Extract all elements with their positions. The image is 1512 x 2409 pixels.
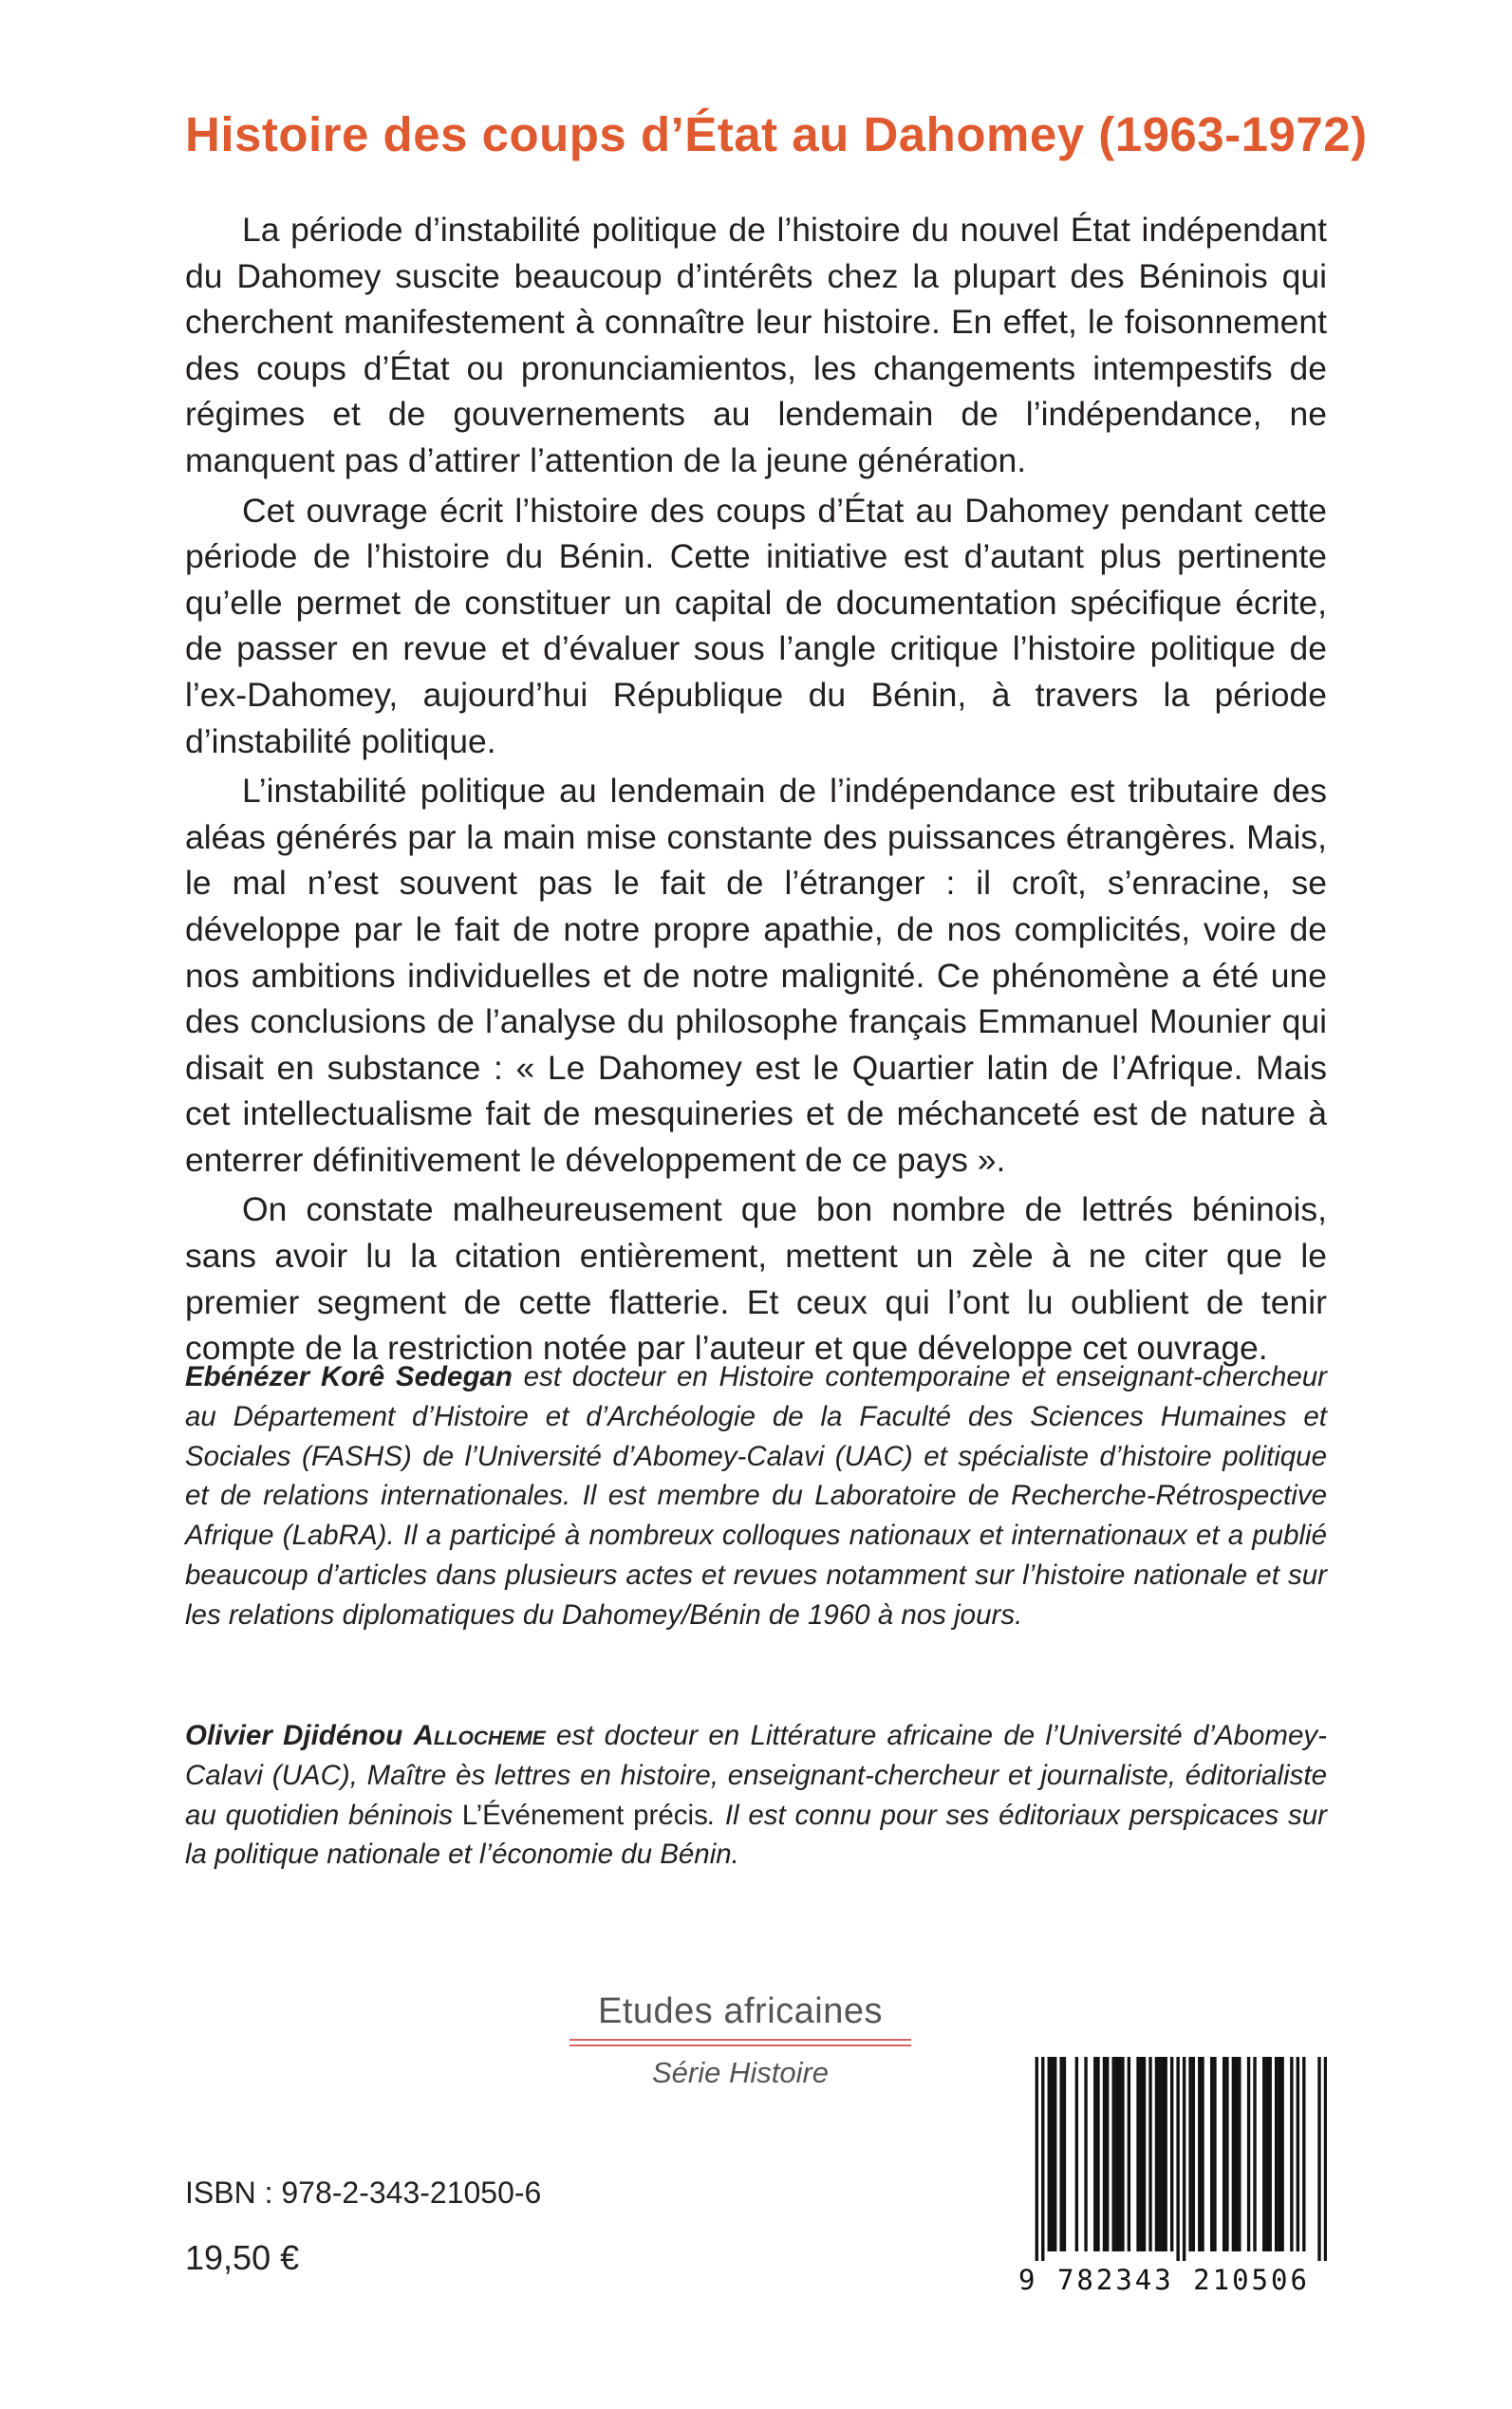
divider <box>569 2039 911 2041</box>
barcode-bar <box>1183 2057 1185 2261</box>
divider <box>569 2045 911 2046</box>
barcode-bar <box>1232 2057 1235 2251</box>
barcode-bar <box>1048 2057 1051 2251</box>
barcode-bar <box>1111 2057 1114 2251</box>
barcode <box>1001 2057 1327 2304</box>
barcode-bar <box>1213 2057 1216 2251</box>
author-bio-text: est docteur en Histoire contemporaine et enseignant-chercheur au Département d’Histoire et d’Archéologie de la Faculté des Sciences Humaines et Sociales (FASHS) de l’Université d’Abomey-Calavi (UAC) et spécialiste d’histoire politique et de relations internationales. Il est membre du Laboratoire de Recherche-Rétrospective Afrique (LabRA). Il a participé à nombreux colloques nationaux et internationaux et a publié beaucoup d’articles dans plusieurs actes et revues notamment sur l’histoire nationale et sur les relations diplomatiques du Dahomey/Bénin de 1960 à nos jours. <box>185 1361 1327 1631</box>
barcode-digits: 9 782343 210506 <box>1018 2264 1310 2296</box>
barcode-bar <box>1223 2057 1225 2251</box>
barcode-bar <box>1155 2057 1158 2251</box>
barcode-bar <box>1278 2057 1280 2251</box>
barcode-bar <box>1136 2057 1139 2251</box>
author-bio-allocheme <box>185 1716 1327 1875</box>
barcode-bar <box>1041 2057 1044 2261</box>
isbn: ISBN : 978-2-343-21050-6 <box>185 2176 542 2210</box>
author-bio-text: est docteur en Littérature africaine de l’Université d’Abomey-Calavi (UAC), Maître ès lettres en histoire, enseignant-chercheur et journaliste, éditorialiste au quotidien béninois <box>185 1720 1327 1831</box>
series-logo <box>551 1989 930 2090</box>
barcode-bar <box>1054 2057 1056 2251</box>
collection-name: Etudes africaines <box>598 1991 883 2031</box>
barcode-bar <box>1084 2057 1087 2251</box>
barcode-bar <box>1198 2057 1201 2251</box>
barcode-bar <box>1297 2057 1299 2251</box>
barcode-bar <box>1093 2057 1096 2251</box>
barcode-bar <box>1290 2057 1293 2251</box>
barcode-bar <box>1238 2057 1241 2251</box>
newspaper-name: L’Événement précis <box>461 1799 708 1831</box>
barcode-bar <box>1188 2057 1191 2251</box>
barcode-bar <box>1140 2057 1143 2251</box>
barcode-bar <box>1253 2057 1256 2251</box>
barcode-bar <box>1170 2057 1173 2251</box>
barcode-bar <box>1063 2057 1066 2251</box>
price: 19,50 € <box>185 2238 300 2277</box>
barcode-bar <box>1121 2057 1124 2251</box>
barcode-bar <box>1165 2057 1167 2251</box>
barcode-bar <box>1036 2057 1038 2261</box>
barcode-bar <box>1128 2057 1130 2251</box>
barcode-bar <box>1235 2057 1238 2251</box>
summary-paragraph: On constate malheureusement que bon nombre de lettrés béninois, sans avoir lu la citation entièrement, mettent un zèle à ne citer que le premier segment de cette flatterie. Et ceux qui l’ont lu oublient de tenir compte de la restriction notée par l’auteur et que développe cet ouvrage. <box>185 1190 1327 1368</box>
author-last-name: Allocheme <box>413 1720 546 1751</box>
barcode-bar <box>1225 2057 1228 2251</box>
summary-paragraph: L’instabilité politique au lendemain de l’indépendance est tributaire des aléas générés par la main mise constante des puissances étrangères. Mais, le mal n’est souvent pas le fait de l’étranger : il croît, s’enracine, se développe par le fait de notre propre apathie, de nos complicités, voire de nos ambitions individuelles et de notre malignité. Ce phénomène a été une des conclusions de l’analyse du philosophe français Emmanuel Mounier qui disait en substance : « Le Dahomey est le Quartier latin de l’Afrique. Mais cet intellectualisme fait de mesquineries et de méchanceté est de nature à enterrer définitivement le développement de ce pays ». <box>185 772 1327 1179</box>
barcode-bar <box>1158 2057 1161 2251</box>
barcode-bar <box>1201 2057 1204 2251</box>
author-bio-text: . Il est connu pour ses éditoriaux perspicaces sur la politique nationale et l’économie du Bénin. <box>185 1799 1328 1871</box>
barcode-bar <box>1161 2057 1164 2251</box>
barcode-bar <box>1192 2057 1195 2251</box>
barcode-bar <box>1143 2057 1146 2251</box>
book-title: Histoire des coups d’État au Dahomey (1963-1972) <box>185 107 1368 161</box>
author-name: Ebénézer Korê Sedegan <box>185 1361 513 1392</box>
barcode-bar <box>1275 2057 1278 2251</box>
summary-paragraph: La période d’instabilité politique de l’histoire du nouvel État indépendant du Dahomey suscite beaucoup d’intérêts chez la plupart des Béninois qui cherchent manifestement à connaître leur histoire. En effet, le foisonnement des coups d’État ou pronunciamientos, les changements intempestifs de régimes et de gouvernements au lendemain de l’indépendance, ne manquent pas d’attirer l’attention de la jeune génération. <box>185 211 1327 479</box>
author-first-name: Olivier Djidénou <box>185 1720 403 1751</box>
summary-paragraph: Cet ouvrage écrit l’histoire des coups d’État au Dahomey pendant cette période de l’histoire du Bénin. Cette initiative est d’autant plus pertinente qu’elle permet de constituer un capital de documentation spécifique écrite, de passer en revue et d’évaluer sous l’angle critique l’histoire politique de l’ex-Dahomey, aujourd’hui République du Bénin, à travers la période d’instabilité politique. <box>185 491 1327 760</box>
barcode-bar <box>1148 2057 1151 2251</box>
barcode-bar <box>1280 2057 1283 2251</box>
barcode-bar <box>1075 2057 1078 2251</box>
barcode-bar <box>1106 2057 1109 2251</box>
barcode-bar <box>1302 2057 1305 2251</box>
barcode-bar <box>1269 2057 1272 2251</box>
barcode-bar <box>1210 2057 1213 2251</box>
barcode-bar <box>1115 2057 1118 2251</box>
summary-text <box>185 207 1327 1375</box>
barcode-bar <box>1176 2057 1179 2261</box>
subseries-name: Série Histoire <box>651 2056 830 2089</box>
barcode-bar <box>1118 2057 1121 2251</box>
barcode-bar <box>1317 2057 1320 2261</box>
barcode-bar <box>1324 2057 1327 2261</box>
barcode-bars <box>1001 2057 1327 2261</box>
barcode-bar <box>1051 2057 1054 2251</box>
barcode-bar <box>1059 2057 1062 2251</box>
author-bio-sedegan <box>185 1357 1327 1635</box>
barcode-bar <box>1103 2057 1106 2251</box>
barcode-bar <box>1247 2057 1250 2251</box>
barcode-bar <box>1096 2057 1099 2251</box>
barcode-bar <box>1262 2057 1265 2251</box>
barcode-bar <box>1265 2057 1268 2251</box>
